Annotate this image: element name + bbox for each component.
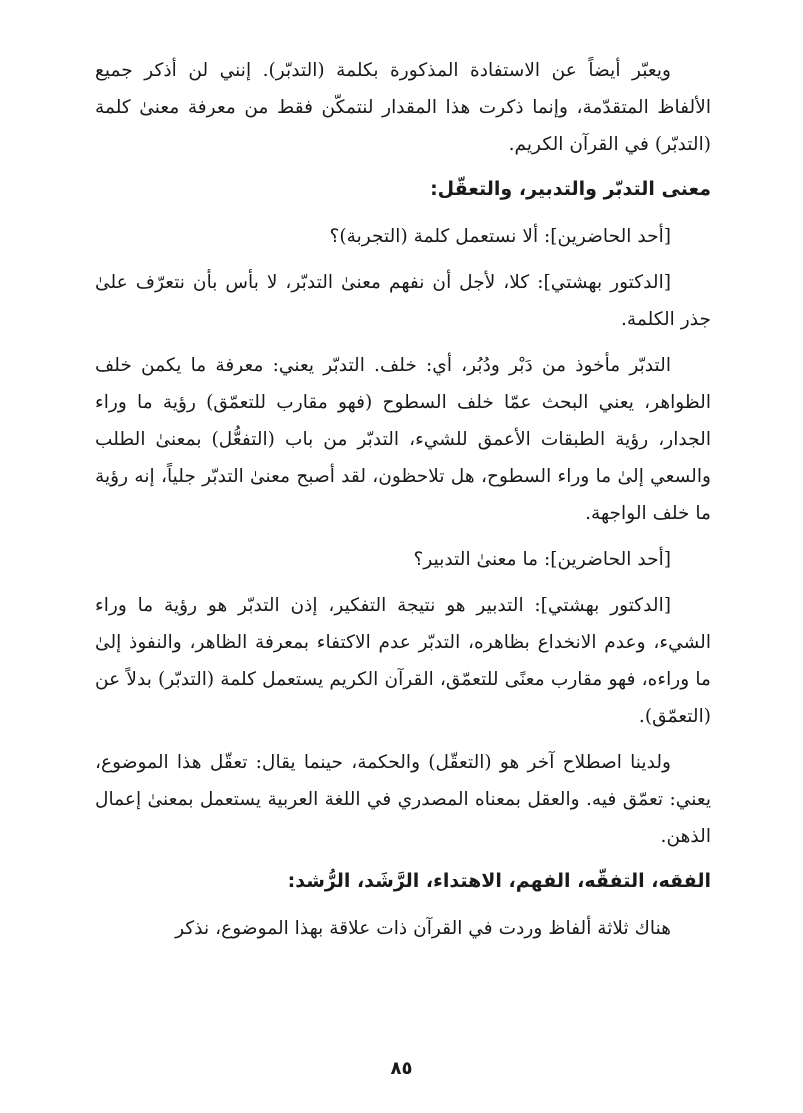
paragraph-tadabbur-definition: التدبّر مأخوذ من دَبْر ودُبُر، أي: خلف. التدبّر يعني: معرفة ما يكمن خلف الظواهر، يعني البحث عمّا خلف السطوح (فهو مقارب للتعمّق) رؤية ما وراء الجدار، رؤية الطبقات الأعمق للشيء، التدبّر من باب (التفعُّل) بمعنىٰ الطلب والسعي إلىٰ ما وراء السطوح، هل تلاحظون، لقد أصبح معنىٰ التدبّر جلياً، إنه رؤية ما خلف الواجهة. bbox=[95, 355, 711, 524]
paragraph-attendee-question-1: [أحد الحاضرين]: ألا نستعمل كلمة (التجربة)؟ bbox=[329, 226, 671, 247]
paragraph-beheshti-answer-1: [الدكتور بهشتي]: كلا، لأجل أن نفهم معنىٰ التدبّر، لا بأس بأن نتعرّف علىٰ جذر الكلمة. bbox=[95, 272, 711, 330]
paragraph-taaqqul: ولدينا اصطلاح آخر هو (التعقّل) والحكمة، حينما يقال: تعقّل هذا الموضوع، يعني: تعمّق فيه. والعقل بمعناه المصدري في اللغة العربية يستعمل بمعنىٰ إعمال الذهن. bbox=[95, 752, 711, 847]
page-number: ٨٥ bbox=[390, 1058, 413, 1079]
paragraph-beheshti-answer-2: [الدكتور بهشتي]: التدبير هو نتيجة التفكير، إذن التدبّر هو رؤية ما وراء الشيء، وعدم الانخداع بظاهره، التدبّر عدم الاكتفاء بمعرفة الظاهر، والنفوذ إلىٰ ما وراءه، فهو مقارب معنًى للتعمّق، القرآن الكريم يستعمل كلمة (التدبّر) بدلاً عن (التعمّق). bbox=[95, 595, 711, 727]
paragraph-tadabbur-usage: ويعبّر أيضاً عن الاستفادة المذكورة بكلمة (التدبّر). إنني لن أذكر جميع الألفاظ المتقدّمة، وإنما ذكرت هذا المقدار لنتمكّن فقط من معرفة معنىٰ كلمة (التدبّر) في القرآن الكريم. bbox=[95, 60, 711, 155]
page-content bbox=[95, 52, 711, 947]
paragraph-three-words: هناك ثلاثة ألفاظ وردت في القرآن ذات علاقة بهذا الموضوع، نذكر bbox=[175, 918, 671, 939]
section-heading-fiqh: الفقه، التفقّه، الفهم، الاهتداء، الرَّشَد، الرُّشد: bbox=[287, 870, 711, 892]
paragraph-attendee-question-2: [أحد الحاضرين]: ما معنىٰ التدبير؟ bbox=[413, 549, 671, 570]
section-heading-tadabbur: معنى التدبّر والتدبير، والتعقّل: bbox=[430, 178, 711, 200]
